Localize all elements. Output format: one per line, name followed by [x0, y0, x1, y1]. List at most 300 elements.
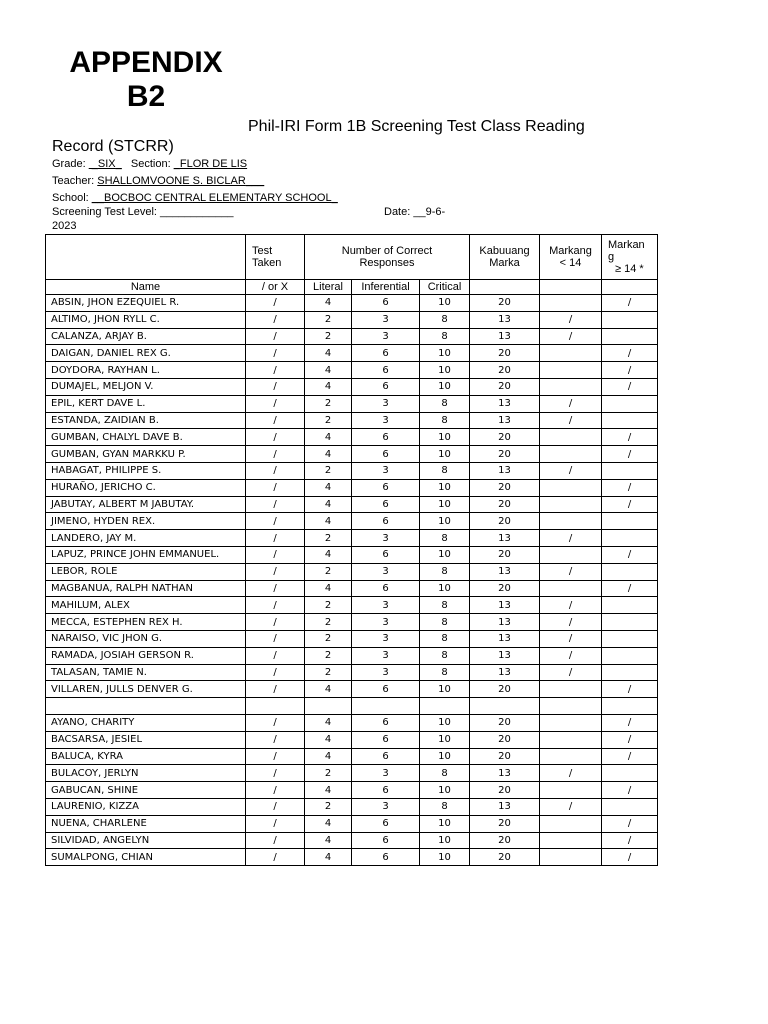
section-label: Section: [130, 158, 171, 170]
cell-inferential: 6 [352, 815, 420, 832]
cell-inferential: 6 [352, 295, 420, 312]
cell-name: RAMADA, JOSIAH GERSON R. [46, 647, 246, 664]
student-rows [46, 295, 658, 866]
form-title: Phil-IRI Form 1B Screening Test Class Reading [248, 118, 585, 135]
cell-name: AYANO, CHARITY [46, 714, 246, 731]
cell-literal: 4 [305, 714, 352, 731]
table-row [46, 546, 658, 563]
subheader-literal: Literal [305, 280, 352, 295]
table-row [46, 798, 658, 815]
cell-inferential: 3 [352, 395, 420, 412]
table-row [46, 446, 658, 463]
cell-name: EPIL, KERT DAVE L. [46, 395, 246, 412]
cell-total: 20 [470, 580, 540, 597]
cell-critical: 10 [420, 681, 470, 698]
subheader-above [602, 280, 658, 295]
cell-above: / [602, 681, 658, 698]
grade-value: _SIX_ [88, 158, 122, 170]
cell-literal: 2 [305, 614, 352, 631]
table-row [46, 748, 658, 765]
cell-inferential: 6 [352, 513, 420, 530]
table-row [46, 513, 658, 530]
cell-below: / [540, 328, 602, 345]
cell-literal: 4 [305, 479, 352, 496]
cell-taken: / [246, 782, 305, 799]
cell-literal: 2 [305, 630, 352, 647]
table-row [46, 731, 658, 748]
cell-total: 13 [470, 311, 540, 328]
cell-above: / [602, 714, 658, 731]
cell-taken: / [246, 530, 305, 547]
header-blank [46, 235, 246, 280]
grade-section-line [52, 158, 247, 170]
cell-critical: 10 [420, 513, 470, 530]
table-row [46, 765, 658, 782]
cell-inferential: 6 [352, 731, 420, 748]
table-row [46, 614, 658, 631]
cell-literal: 4 [305, 681, 352, 698]
cell-taken: / [246, 748, 305, 765]
date-value-continued: 2023 [52, 220, 77, 232]
cell-above: / [602, 546, 658, 563]
cell-name: ESTANDA, ZAIDIAN B. [46, 412, 246, 429]
cell-name [46, 698, 246, 715]
appendix-line-2: B2 [126, 80, 166, 113]
cell-inferential: 6 [352, 429, 420, 446]
cell-inferential: 3 [352, 630, 420, 647]
table-row [46, 378, 658, 395]
cell-literal: 4 [305, 513, 352, 530]
cell-literal: 4 [305, 832, 352, 849]
cell-literal: 2 [305, 395, 352, 412]
cell-critical: 8 [420, 630, 470, 647]
cell-below [540, 681, 602, 698]
cell-name: LAPUZ, PRINCE JOHN EMMANUEL. [46, 546, 246, 563]
cell-above [602, 630, 658, 647]
cell-above: / [602, 849, 658, 866]
cell-total: 13 [470, 798, 540, 815]
cell-critical: 10 [420, 479, 470, 496]
cell-inferential: 6 [352, 496, 420, 513]
cell-name: DAIGAN, DANIEL REX G. [46, 345, 246, 362]
cell-inferential: 6 [352, 580, 420, 597]
cell-above: / [602, 345, 658, 362]
screening-level-label: Screening Test Level: [52, 206, 157, 218]
cell-inferential: 6 [352, 378, 420, 395]
cell-below: / [540, 664, 602, 681]
cell-critical: 10 [420, 496, 470, 513]
cell-literal: 4 [305, 496, 352, 513]
cell-critical: 10 [420, 295, 470, 312]
cell-taken: / [246, 462, 305, 479]
cell-above [602, 664, 658, 681]
cell-taken: / [246, 849, 305, 866]
form-title-continued: Record (STCRR) [52, 138, 174, 155]
cell-below [540, 546, 602, 563]
cell-inferential: 3 [352, 563, 420, 580]
cell-critical: 10 [420, 446, 470, 463]
table-row [46, 328, 658, 345]
cell-total: 20 [470, 714, 540, 731]
cell-above [602, 311, 658, 328]
cell-critical: 8 [420, 798, 470, 815]
table-row [46, 479, 658, 496]
cell-below [540, 698, 602, 715]
table-row [46, 714, 658, 731]
cell-below [540, 479, 602, 496]
table-row [46, 832, 658, 849]
cell-name: JIMENO, HYDEN REX. [46, 513, 246, 530]
cell-literal: 4 [305, 378, 352, 395]
cell-critical: 10 [420, 546, 470, 563]
cell-inferential: 6 [352, 345, 420, 362]
cell-taken: / [246, 664, 305, 681]
cell-below [540, 496, 602, 513]
cell-inferential: 6 [352, 546, 420, 563]
cell-name: MAHILUM, ALEX [46, 597, 246, 614]
cell-name: CALANZA, ARJAY B. [46, 328, 246, 345]
reading-record-table [45, 234, 658, 866]
cell-total: 13 [470, 647, 540, 664]
cell-above: / [602, 295, 658, 312]
header-at-least-14: Markan g ≥ 14 * [602, 235, 658, 280]
cell-above [602, 698, 658, 715]
cell-name: BACSARSA, JESIEL [46, 731, 246, 748]
cell-total: 20 [470, 362, 540, 379]
cell-below: / [540, 630, 602, 647]
cell-name: SILVIDAD, ANGELYN [46, 832, 246, 849]
cell-total: 13 [470, 614, 540, 631]
cell-literal: 2 [305, 765, 352, 782]
subheader-critical: Critical [420, 280, 470, 295]
header-correct-responses: Number of Correct Responses [305, 235, 470, 280]
cell-inferential: 3 [352, 647, 420, 664]
cell-total: 13 [470, 462, 540, 479]
cell-critical: 10 [420, 345, 470, 362]
cell-critical: 8 [420, 563, 470, 580]
cell-above: / [602, 378, 658, 395]
cell-below [540, 362, 602, 379]
cell-below: / [540, 597, 602, 614]
teacher-label: Teacher: [52, 175, 95, 187]
cell-name: LANDERO, JAY M. [46, 530, 246, 547]
cell-above [602, 412, 658, 429]
cell-name: VILLAREN, JULLS DENVER G. [46, 681, 246, 698]
subheader-taken: / or X [246, 280, 305, 295]
cell-taken: / [246, 765, 305, 782]
cell-name: ABSIN, JHON EZEQUIEL R. [46, 295, 246, 312]
cell-literal: 4 [305, 362, 352, 379]
cell-below: / [540, 563, 602, 580]
cell-name: ALTIMO, JHON RYLL C. [46, 311, 246, 328]
subheader-row [46, 280, 658, 295]
table-row [46, 530, 658, 547]
table-row [46, 647, 658, 664]
table-row [46, 849, 658, 866]
cell-total: 20 [470, 748, 540, 765]
cell-total: 13 [470, 412, 540, 429]
cell-total: 13 [470, 664, 540, 681]
cell-taken: / [246, 815, 305, 832]
cell-above: / [602, 362, 658, 379]
cell-inferential: 6 [352, 832, 420, 849]
cell-name: BULACOY, JERLYN [46, 765, 246, 782]
cell-inferential: 3 [352, 798, 420, 815]
cell-taken [246, 698, 305, 715]
cell-above [602, 798, 658, 815]
cell-above [602, 647, 658, 664]
screening-level-line [52, 206, 233, 218]
cell-critical: 8 [420, 311, 470, 328]
cell-total: 20 [470, 832, 540, 849]
cell-above [602, 395, 658, 412]
school-line [52, 192, 338, 204]
cell-taken: / [246, 311, 305, 328]
cell-inferential: 3 [352, 765, 420, 782]
cell-below [540, 429, 602, 446]
cell-name: NARAISO, VIC JHON G. [46, 630, 246, 647]
cell-inferential [352, 698, 420, 715]
cell-total: 13 [470, 765, 540, 782]
cell-literal: 4 [305, 782, 352, 799]
cell-below [540, 378, 602, 395]
cell-inferential: 6 [352, 681, 420, 698]
cell-below [540, 446, 602, 463]
cell-name: SUMALPONG, CHIAN [46, 849, 246, 866]
cell-below: / [540, 647, 602, 664]
subheader-total [470, 280, 540, 295]
cell-taken: / [246, 328, 305, 345]
cell-critical: 10 [420, 731, 470, 748]
cell-below [540, 345, 602, 362]
cell-total [470, 698, 540, 715]
table-row [46, 295, 658, 312]
header-test-taken: Test Taken [246, 235, 305, 280]
cell-name: NUENA, CHARLENE [46, 815, 246, 832]
cell-inferential: 6 [352, 446, 420, 463]
cell-taken: / [246, 630, 305, 647]
cell-inferential: 6 [352, 849, 420, 866]
appendix-line-1: APPENDIX [69, 46, 223, 79]
cell-critical: 8 [420, 462, 470, 479]
cell-taken: / [246, 429, 305, 446]
cell-total: 20 [470, 378, 540, 395]
date-label: Date: [384, 206, 411, 218]
table-row [46, 429, 658, 446]
subheader-inferential: Inferential [352, 280, 420, 295]
cell-above: / [602, 580, 658, 597]
cell-above: / [602, 782, 658, 799]
cell-critical: 10 [420, 815, 470, 832]
cell-taken: / [246, 513, 305, 530]
cell-name: GUMBAN, CHALYL DAVE B. [46, 429, 246, 446]
cell-above [602, 462, 658, 479]
cell-inferential: 3 [352, 462, 420, 479]
cell-literal: 2 [305, 311, 352, 328]
table-row [46, 496, 658, 513]
cell-inferential: 6 [352, 782, 420, 799]
table-row [46, 412, 658, 429]
cell-critical: 10 [420, 580, 470, 597]
cell-inferential: 3 [352, 328, 420, 345]
cell-literal: 4 [305, 731, 352, 748]
cell-below: / [540, 462, 602, 479]
cell-inferential: 6 [352, 748, 420, 765]
cell-total: 20 [470, 479, 540, 496]
cell-literal: 4 [305, 580, 352, 597]
cell-taken: / [246, 614, 305, 631]
cell-total: 20 [470, 849, 540, 866]
cell-taken: / [246, 446, 305, 463]
cell-name: TALASAN, TAMIE N. [46, 664, 246, 681]
cell-total: 20 [470, 815, 540, 832]
table-row [46, 462, 658, 479]
cell-total: 20 [470, 782, 540, 799]
cell-below [540, 714, 602, 731]
cell-below: / [540, 395, 602, 412]
cell-total: 20 [470, 345, 540, 362]
cell-critical: 10 [420, 849, 470, 866]
header-total-score: Kabuuang Marka [470, 235, 540, 280]
cell-above [602, 597, 658, 614]
cell-literal: 2 [305, 462, 352, 479]
cell-below [540, 513, 602, 530]
cell-above [602, 614, 658, 631]
cell-inferential: 3 [352, 614, 420, 631]
cell-above [602, 513, 658, 530]
teacher-line [52, 175, 264, 187]
cell-total: 20 [470, 446, 540, 463]
table-row [46, 597, 658, 614]
cell-name: HABAGAT, PHILIPPE S. [46, 462, 246, 479]
cell-name: DUMAJEL, MELJON V. [46, 378, 246, 395]
teacher-value: SHALLOMVOONE S. BICLAR___ [97, 175, 265, 187]
cell-below: / [540, 798, 602, 815]
cell-below [540, 832, 602, 849]
cell-inferential: 3 [352, 664, 420, 681]
cell-above: / [602, 815, 658, 832]
cell-critical: 8 [420, 530, 470, 547]
section-value: _FLOR DE LIS [173, 158, 248, 170]
cell-below: / [540, 412, 602, 429]
cell-inferential: 3 [352, 412, 420, 429]
cell-total: 13 [470, 563, 540, 580]
cell-literal: 2 [305, 328, 352, 345]
cell-literal: 4 [305, 429, 352, 446]
cell-inferential: 3 [352, 530, 420, 547]
cell-taken: / [246, 395, 305, 412]
cell-inferential: 3 [352, 597, 420, 614]
cell-taken: / [246, 580, 305, 597]
cell-taken: / [246, 378, 305, 395]
cell-inferential: 3 [352, 311, 420, 328]
table-row [46, 782, 658, 799]
cell-above: / [602, 748, 658, 765]
cell-below [540, 580, 602, 597]
grade-label: Grade: [52, 158, 86, 170]
cell-critical: 8 [420, 412, 470, 429]
cell-total: 13 [470, 630, 540, 647]
cell-above [602, 563, 658, 580]
table-row [46, 580, 658, 597]
cell-above: / [602, 479, 658, 496]
school-label: School: [52, 192, 89, 204]
cell-critical [420, 698, 470, 715]
cell-below [540, 748, 602, 765]
cell-below [540, 295, 602, 312]
header-row [46, 235, 658, 280]
cell-literal: 4 [305, 546, 352, 563]
cell-literal: 4 [305, 345, 352, 362]
cell-name: DOYDORA, RAYHAN L. [46, 362, 246, 379]
cell-literal: 2 [305, 798, 352, 815]
cell-literal: 2 [305, 597, 352, 614]
cell-taken: / [246, 345, 305, 362]
cell-name: GUMBAN, GYAN MARKKU P. [46, 446, 246, 463]
cell-critical: 10 [420, 748, 470, 765]
cell-literal: 4 [305, 446, 352, 463]
cell-literal: 2 [305, 530, 352, 547]
table-row [46, 815, 658, 832]
table-row [46, 681, 658, 698]
cell-below: / [540, 765, 602, 782]
cell-critical: 10 [420, 378, 470, 395]
cell-below [540, 731, 602, 748]
table-row [46, 664, 658, 681]
cell-above [602, 328, 658, 345]
cell-total: 20 [470, 496, 540, 513]
cell-above: / [602, 731, 658, 748]
cell-taken: / [246, 479, 305, 496]
cell-taken: / [246, 731, 305, 748]
cell-above: / [602, 446, 658, 463]
cell-literal: 4 [305, 815, 352, 832]
cell-literal: 2 [305, 412, 352, 429]
cell-name: HURAÑO, JERICHO C. [46, 479, 246, 496]
cell-taken: / [246, 546, 305, 563]
date-line [384, 206, 445, 218]
cell-literal: 4 [305, 748, 352, 765]
cell-taken: / [246, 681, 305, 698]
cell-total: 13 [470, 328, 540, 345]
cell-inferential: 6 [352, 479, 420, 496]
cell-total: 13 [470, 395, 540, 412]
subheader-below [540, 280, 602, 295]
cell-inferential: 6 [352, 714, 420, 731]
cell-taken: / [246, 832, 305, 849]
cell-total: 20 [470, 429, 540, 446]
cell-literal [305, 698, 352, 715]
cell-taken: / [246, 412, 305, 429]
cell-critical: 10 [420, 832, 470, 849]
cell-critical: 10 [420, 362, 470, 379]
cell-taken: / [246, 714, 305, 731]
cell-above: / [602, 429, 658, 446]
cell-total: 20 [470, 731, 540, 748]
cell-below [540, 849, 602, 866]
cell-name: LAURENIO, KIZZA [46, 798, 246, 815]
cell-critical: 8 [420, 328, 470, 345]
cell-critical: 10 [420, 714, 470, 731]
cell-literal: 2 [305, 647, 352, 664]
cell-below [540, 815, 602, 832]
header-below-14: Markang < 14 [540, 235, 602, 280]
cell-taken: / [246, 496, 305, 513]
cell-below: / [540, 530, 602, 547]
cell-name: MAGBANUA, RALPH NATHAN [46, 580, 246, 597]
cell-literal: 4 [305, 849, 352, 866]
table-row [46, 698, 658, 715]
